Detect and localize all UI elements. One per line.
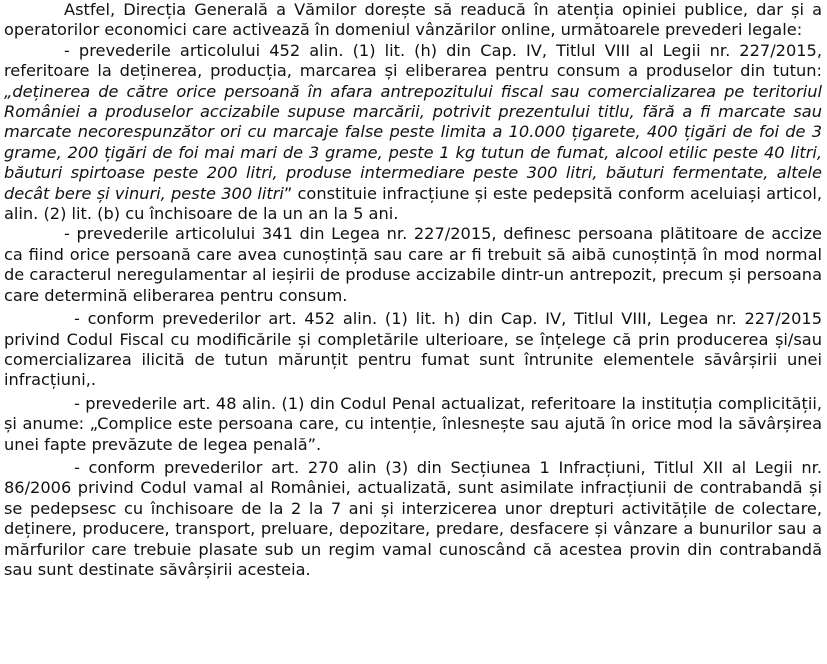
paragraph-article-452-quote: „deținerea de către orice persoană în afara antrepozitului fiscal sau comercializarea pe teritoriul României a produselor accizabile supuse marcării, potrivit prezentului titlu, fără a fi marcate sau marcate necorespunzător ori cu marcaje false peste limita a 10.000 țigarete, 400 țigări de foi de 3 grame, 200 țigări de foi mai mari de 3 grame, peste 1 kg tutun de fumat, alcool etilic peste 40 litri, băuturi spirtoase peste 200 litri, produse intermediare peste 300 litri, băuturi fermentate, altele decât bere și vinuri, peste 300 litri <box>4 81 822 203</box>
paragraph-intro: Astfel, Direcția Generală a Vămilor dorește să readucă în atenția opiniei publice, dar și a operatorilor economici care activează în domeniul vânzărilor online, următoarele prevederi legale: <box>4 0 822 40</box>
paragraph-article-452-lead: - prevederile articolului 452 alin. (1) lit. (h) din Cap. IV, Titlul VIII al Legii nr. 227/2015, referitoare la deținerea, producția, marcarea și eliberarea pentru consum a produselor din tutun: <box>4 40 822 81</box>
paragraph-codul-fiscal: - conform prevederilor art. 452 alin. (1) lit. h) din Cap. IV, Titlul VIII, Legea nr. 227/2015 privind Codul Fiscal cu modificările și completările ulterioare, se înțelege că prin producerea și/sau comercializarea ilicită de tutun mărunțit pentru fumat sunt întrunite elementele săvârșirii unei infracțiuni,. <box>4 309 822 390</box>
paragraph-codul-vamal: - conform prevederilor art. 270 alin (3) din Secțiunea 1 Infracțiuni, Titlul XII al Legii nr. 86/2006 privind Codul vamal al României, actualizată, sunt asimilate infracțiunii de contrabandă și se pedepsesc cu închisoare de la 2 la 7 ani și interzicerea unor drepturi activitățile de colectare, deținere, producere, transport, preluare, depozitare, predare, desfacere și vânzare a bunurilor sau a mărfurilor care trebuie plasate sub un regim vamal cunoscând că acestea provin din contrabandă sau sunt destinate săvârșirii acesteia. <box>4 457 822 579</box>
paragraph-codul-penal: - prevederile art. 48 alin. (1) din Codul Penal actualizat, referitoare la instituția complicității, și anume: „Complice este persoana care, cu intenție, înlesnește sau ajută în orice mod la săvârșirea unei fapte prevăzute de legea penală”. <box>4 393 822 454</box>
document-page <box>4 0 822 580</box>
paragraph-article-452-tail: ” constituie infracțiune și este pedepsită conform aceluiași articol, alin. (2) lit. (b) cu închisoare de la un an la 5 ani. <box>4 183 822 224</box>
paragraph-article-452 <box>4 41 822 225</box>
paragraph-article-341: - prevederile articolului 341 din Legea nr. 227/2015, definesc persoana plătitoare de accize ca fiind orice persoană care avea cunoștință sau care ar fi trebuit să aibă cunoștință în mod normal de caracterul neregulamentar al ieșirii de produse accizabile dintr-un antrepozit, precum și persoana care determină eliberarea pentru consum. <box>4 224 822 305</box>
